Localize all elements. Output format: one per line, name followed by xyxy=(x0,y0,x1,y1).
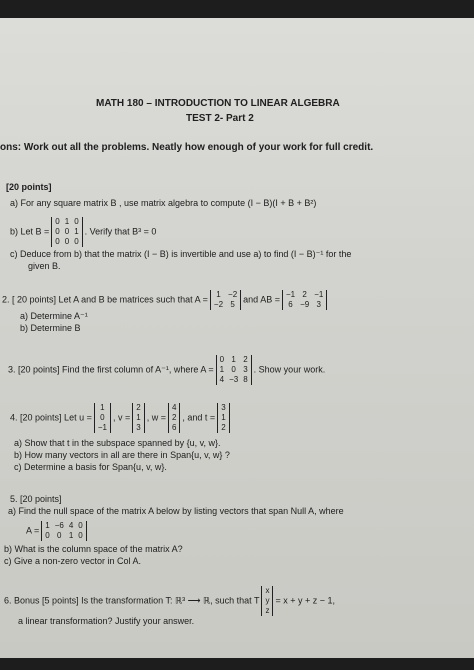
q2-number: 2. xyxy=(2,294,10,305)
q4-part-c: c) Determine a basis for Span{u, v, w}. xyxy=(14,462,167,472)
matrix-entry: 4 xyxy=(219,375,225,384)
q6-stem xyxy=(4,586,335,616)
vector-xyz xyxy=(261,586,273,616)
matrix-entry: 2 xyxy=(221,423,226,432)
vector-u xyxy=(94,403,111,433)
q3-text: [20 points] Find the first column of A⁻¹, where A = xyxy=(18,364,214,375)
matrix-entry: 0 xyxy=(78,531,83,540)
q6-number: 6. xyxy=(4,595,12,606)
matrix-entry: 0 xyxy=(55,217,60,226)
matrix-entry: −2 xyxy=(228,290,238,299)
matrix-entry: z xyxy=(265,606,270,615)
matrix-entry: 2 xyxy=(243,355,248,364)
instructions xyxy=(0,142,373,154)
matrix-entry: 0 xyxy=(55,237,60,246)
w-label: , w = xyxy=(146,412,166,423)
matrix-entry: −3 xyxy=(229,375,239,384)
q2-and-ab: and AB = xyxy=(243,294,280,305)
q4-part-a: a) Show that t in the subspace spanned by {u, v, w}. xyxy=(14,438,221,448)
matrix-entry: −1 xyxy=(97,423,107,432)
matrix-entry: 5 xyxy=(230,300,235,309)
q2-part-a: a) Determine A⁻¹ xyxy=(20,311,88,321)
q5-part-c: c) Give a non-zero vector in Col A. xyxy=(4,556,142,566)
q1-b-label: b) Let B = xyxy=(10,226,50,237)
matrix-a-q5 xyxy=(41,521,86,541)
q5-matrix-line xyxy=(26,521,89,541)
q4-stem xyxy=(10,403,232,433)
vector-v xyxy=(132,403,144,433)
matrix-entry: 3 xyxy=(316,300,321,309)
matrix-entry: 1 xyxy=(219,365,225,374)
matrix-entry: 1 xyxy=(136,413,141,422)
q6-formula: = x + y + z − 1, xyxy=(275,595,336,606)
q3-stem xyxy=(8,355,325,385)
q1-part-a: a) For any square matrix B , use matrix algebra to compute (I − B)(I + B + B²) xyxy=(10,198,317,208)
q2-stem xyxy=(2,290,329,310)
matrix-entry: 3 xyxy=(243,365,248,374)
vector-w xyxy=(168,403,180,433)
q4-number: 4. xyxy=(10,412,18,423)
q4-part-b: b) How many vectors in all are there in Span{u, v, w} ? xyxy=(14,450,230,460)
matrix-entry: 1 xyxy=(216,290,221,299)
matrix-entry: 4 xyxy=(68,521,74,530)
matrix-entry: −1 xyxy=(285,290,296,299)
q5-stem xyxy=(10,494,62,505)
matrix-entry: 2 xyxy=(171,413,177,422)
matrix-entry: 1 xyxy=(74,227,79,236)
matrix-entry: 2 xyxy=(302,290,307,299)
matrix-a xyxy=(210,290,241,310)
matrix-entry: 1 xyxy=(221,413,226,422)
matrix-entry: x xyxy=(265,586,270,595)
q5-a-label: A = xyxy=(26,525,40,536)
q6-line2: a linear transformation? Justify your answer. xyxy=(18,616,195,626)
instructions-text: Work out all the problems. Neatly how enough of your work for full credit. xyxy=(23,142,374,153)
matrix-entry: 0 xyxy=(45,531,50,540)
matrix-entry: 1 xyxy=(64,217,70,226)
matrix-entry: −1 xyxy=(314,290,324,299)
q3-show-work: . Show your work. xyxy=(253,364,326,375)
matrix-entry: y xyxy=(265,596,270,605)
matrix-entry: 1 xyxy=(100,403,105,412)
instructions-label: ons: xyxy=(0,142,22,153)
q1-b-verify: . Verify that B³ = 0 xyxy=(84,226,157,237)
q2-part-b: b) Determine B xyxy=(20,323,81,333)
q1-points: [20 points] xyxy=(6,182,52,192)
vector-t xyxy=(217,403,229,433)
matrix-entry: −6 xyxy=(54,521,64,530)
q2-text: [ 20 points] Let A and B be matrices such that A = xyxy=(12,294,208,305)
matrix-entry: −9 xyxy=(300,300,310,309)
matrix-entry: 2 xyxy=(136,403,141,412)
q5-points: [20 points] xyxy=(20,494,62,504)
matrix-entry: 0 xyxy=(64,227,70,236)
matrix-entry: 0 xyxy=(55,227,60,236)
t-label: , and t = xyxy=(182,412,216,423)
q5-number: 5. xyxy=(10,494,18,504)
q1-part-c-line1: c) Deduce from b) that the matrix (I − B) is invertible and use a) to find (I − B)⁻¹ for the xyxy=(10,249,352,259)
matrix-entry: 3 xyxy=(136,423,141,432)
matrix-entry: 8 xyxy=(243,375,248,384)
matrix-entry: 0 xyxy=(100,413,105,422)
matrix-entry: 6 xyxy=(171,423,177,432)
q1-part-c-line2: given B. xyxy=(28,261,61,271)
matrix-ab xyxy=(282,290,327,310)
q4-text: [20 points] Let u = xyxy=(20,412,92,423)
matrix-entry: 4 xyxy=(171,403,177,412)
v-label: , v = xyxy=(112,412,131,423)
matrix-entry: 0 xyxy=(231,365,236,374)
matrix-entry: 0 xyxy=(78,521,83,530)
q6-text: Bonus [5 points] Is the transformation T: ℝ³ ⟶ ℝ, such that T xyxy=(14,595,260,606)
matrix-a-q3 xyxy=(216,355,252,385)
exam-sheet xyxy=(0,18,474,658)
matrix-b xyxy=(51,217,82,247)
test-title: TEST 2- Part 2 xyxy=(186,113,254,124)
q5-part-a: a) Find the null space of the matrix A below by listing vectors that span Null A, where xyxy=(8,506,344,516)
matrix-entry: 6 xyxy=(288,300,293,309)
matrix-entry: 1 xyxy=(45,521,50,530)
matrix-entry: 0 xyxy=(57,531,62,540)
q1-part-b xyxy=(10,217,156,247)
matrix-entry: 3 xyxy=(221,403,226,412)
matrix-entry: 1 xyxy=(68,531,74,540)
matrix-entry: 0 xyxy=(74,237,79,246)
matrix-entry: 0 xyxy=(74,217,79,226)
matrix-entry: 0 xyxy=(64,237,70,246)
matrix-entry: 0 xyxy=(219,355,225,364)
q5-part-b: b) What is the column space of the matrix A? xyxy=(4,544,183,554)
q3-number: 3. xyxy=(8,364,16,375)
matrix-entry: 1 xyxy=(231,355,236,364)
course-title: MATH 180 – INTRODUCTION TO LINEAR ALGEBRA xyxy=(96,98,340,109)
matrix-entry: −2 xyxy=(213,300,224,309)
